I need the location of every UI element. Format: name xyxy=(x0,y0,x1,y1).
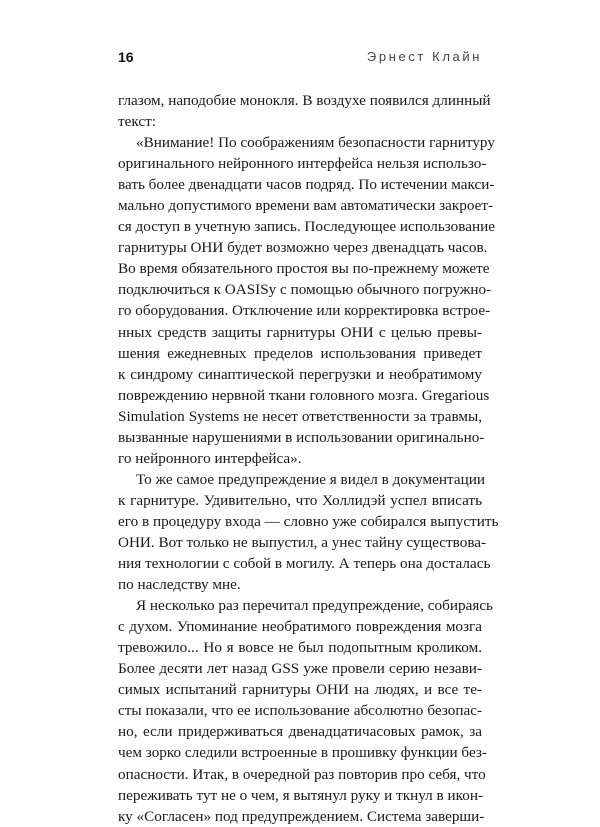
text-line: тревожило... Но я вовсе не был подопытным кроликом. xyxy=(118,639,482,657)
text-line: го оборудования. Отключение или корректировка встрое- xyxy=(118,302,491,320)
text-line: с духом. Упоминание необратимого повреждения мозга xyxy=(118,618,482,636)
text-line: Simulation Systems не несет ответственности за травмы, xyxy=(118,407,482,425)
text-line: нных средств защиты гарнитуры ОНИ с целью превы- xyxy=(118,323,482,341)
text-line: повреждению нервной ткани головного мозга. Gregarious xyxy=(118,386,490,404)
text-line: переживать тут не о чем, я вытянул руку и ткнул в икон- xyxy=(118,786,484,804)
text-line: чем зорко следили встроенные в прошивку функции без- xyxy=(118,744,487,762)
text-line: глазом, наподобие монокля. В воздухе появился длинный xyxy=(118,92,491,109)
body-text xyxy=(118,90,499,827)
text-line: шения ежедневных пределов использования приведет xyxy=(118,344,482,362)
paragraph-start-line: То же самое предупреждение я видел в документации xyxy=(136,470,485,488)
text-line: к гарнитуре. Удивительно, что Холлидэй успел вписать xyxy=(118,491,482,509)
text-line: Более десяти лет назад GSS уже провели серию незави- xyxy=(118,660,482,678)
text-line: вызванные нарушениями в использовании оригинально- xyxy=(118,428,485,446)
text-line: ОНИ. Вот только не выпустил, а унес тайну существова- xyxy=(118,533,487,551)
text-line: ния технологии с собой в могилу. А теперь она досталась xyxy=(118,555,491,573)
text-line: ку «Согласен» под предупреждением. Система заверши- xyxy=(118,807,485,825)
running-title: Эрнест Клайн xyxy=(366,49,482,64)
text-line: его в процедуру входа — словно уже собирался выпустить xyxy=(118,512,499,530)
paragraph-start-line: «Внимание! По соображениям безопасности гарнитуру xyxy=(136,134,495,152)
text-line: ся доступ в учетную запись. Последующее использование xyxy=(118,218,495,236)
text-line: по наследству мне. xyxy=(118,576,241,594)
text-line: но, если придерживаться двенадцатичасовых рамок, за xyxy=(118,723,482,741)
running-head xyxy=(118,47,482,67)
text-line: го нейронного интерфейса». xyxy=(118,449,302,467)
text-line: сты показали, что ее использование абсолютно безопас- xyxy=(118,702,482,720)
text-line: текст: xyxy=(118,113,156,131)
page-number: 16 xyxy=(118,49,134,65)
text-line: подключиться к OASISу с помощью обычного погружно- xyxy=(118,281,492,299)
text-line: симых испытаний гарнитуры ОНИ на людях, и все те- xyxy=(118,681,482,699)
text-line: опасности. Итак, в очередной раз повторив про себя, что xyxy=(118,765,486,783)
text-line: вать более двенадцати часов подряд. По истечении макси- xyxy=(118,176,495,194)
text-line: к синдрому синаптической перегрузки и необратимому xyxy=(118,365,482,383)
text-line: Во время обязательного простоя вы по-прежнему можете xyxy=(118,260,490,278)
text-line: оригинального нейронного интерфейса нельзя использо- xyxy=(118,155,487,173)
text-line: мально допустимого времени вам автоматически закроет- xyxy=(118,197,494,215)
paragraph-start-line: Я несколько раз перечитал предупреждение, собираясь xyxy=(136,597,493,615)
text-line: гарнитуры ОНИ будет возможно через двенадцать часов. xyxy=(118,239,488,257)
